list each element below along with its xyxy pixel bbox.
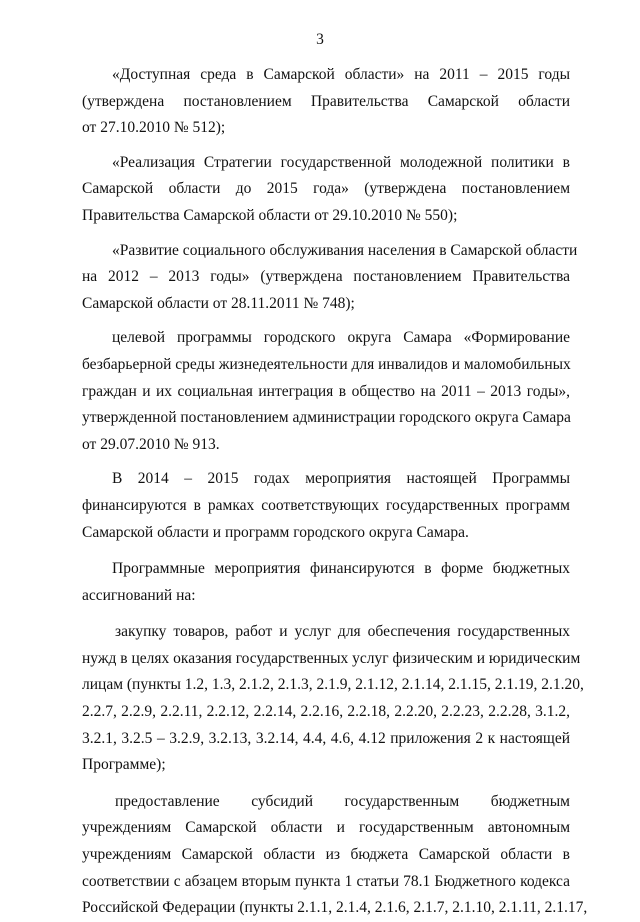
paragraph-social-services: [82, 238, 578, 318]
document-body: [82, 62, 588, 922]
text-line: утвержденной постановлением администрации городского округа Самара: [82, 409, 571, 427]
text-line: закупку товаров, работ и услуг для обеспечения государственных: [115, 623, 570, 641]
text-line: от 27.10.2010 № 512);: [82, 119, 226, 137]
text-line: предоставление субсидий государственным бюджетным: [115, 792, 570, 810]
text-line: ассигнований на:: [82, 586, 196, 604]
text-line: от 29.07.2010 № 913.: [82, 435, 220, 453]
text-line: безбарьерной среды жизнедеятельности для инвалидов и маломобильных: [82, 355, 571, 373]
paragraph-barrier-free: [82, 325, 570, 458]
text-line: 3.2.1, 3.2.5 – 3.2.9, 3.2.13, 3.2.14, 4.4, 4.6, 4.12 приложения 2 к настоящей: [82, 729, 570, 747]
text-line: Программе);: [82, 756, 166, 774]
text-line: Правительства Самарской области от 29.10.2010 № 550);: [82, 206, 458, 224]
text-line: Самарской области от 28.11.2011 № 748);: [82, 294, 355, 312]
text-line: учреждениям Самарской области и государственным автономным: [82, 819, 570, 837]
paragraph-2014-2015-funding: [82, 466, 570, 546]
paragraph-youth-policy: [82, 150, 570, 230]
text-line: на 2012 – 2013 годы» (утверждена постановлением Правительства: [82, 268, 570, 286]
text-line: целевой программы городского округа Самара «Формирование: [112, 329, 570, 347]
text-line: «Реализация Стратегии государственной молодежной политики в: [112, 153, 570, 171]
text-line: «Развитие социального обслуживания населения в Самарской области: [112, 241, 578, 259]
text-line: «Доступная среда в Самарской области» на 2011 – 2015 годы: [112, 66, 570, 83]
text-line: (утверждена постановлением Правительства Самарской области: [82, 92, 570, 110]
text-line: финансируются в рамках соответствующих государственных программ: [82, 496, 570, 514]
page-number: 3: [316, 31, 324, 48]
paragraph-subsidies: [82, 789, 588, 922]
text-line: Российской Федерации (пункты 2.1.1, 2.1.4, 2.1.6, 2.1.7, 2.1.10, 2.1.11, 2.1.17,: [82, 899, 588, 917]
text-line: Самарской области и программ городского округа Самара.: [82, 523, 469, 541]
text-line: Самарской области до 2015 года» (утверждена постановлением: [82, 180, 570, 198]
paragraph-accessible-environment: [82, 62, 570, 142]
text-line: соответствии с абзацем вторым пункта 1 статьи 78.1 Бюджетного кодекса: [82, 872, 570, 890]
text-line: граждан и их социальная интеграция в общество на 2011 – 2013 годы»,: [82, 382, 570, 400]
paragraph-procurement: [82, 619, 584, 779]
text-line: учреждениям Самарской области из бюджета Самарской области в: [82, 846, 570, 864]
text-line: Программные мероприятия финансируются в форме бюджетных: [112, 560, 570, 578]
text-line: В 2014 – 2015 годах мероприятия настоящей Программы: [112, 470, 570, 488]
text-line: нужд в целях оказания государственных услуг физическим и юридическим: [82, 649, 581, 667]
text-line: лицам (пункты 1.2, 1.3, 2.1.2, 2.1.3, 2.1.9, 2.1.12, 2.1.14, 2.1.15, 2.1.19, 2.1.20,: [82, 676, 584, 694]
paragraph-budget-allocations: [82, 556, 570, 609]
text-line: 2.2.7, 2.2.9, 2.2.11, 2.2.12, 2.2.14, 2.2.16, 2.2.18, 2.2.20, 2.2.23, 2.2.28, 3.1.2,: [82, 703, 570, 721]
